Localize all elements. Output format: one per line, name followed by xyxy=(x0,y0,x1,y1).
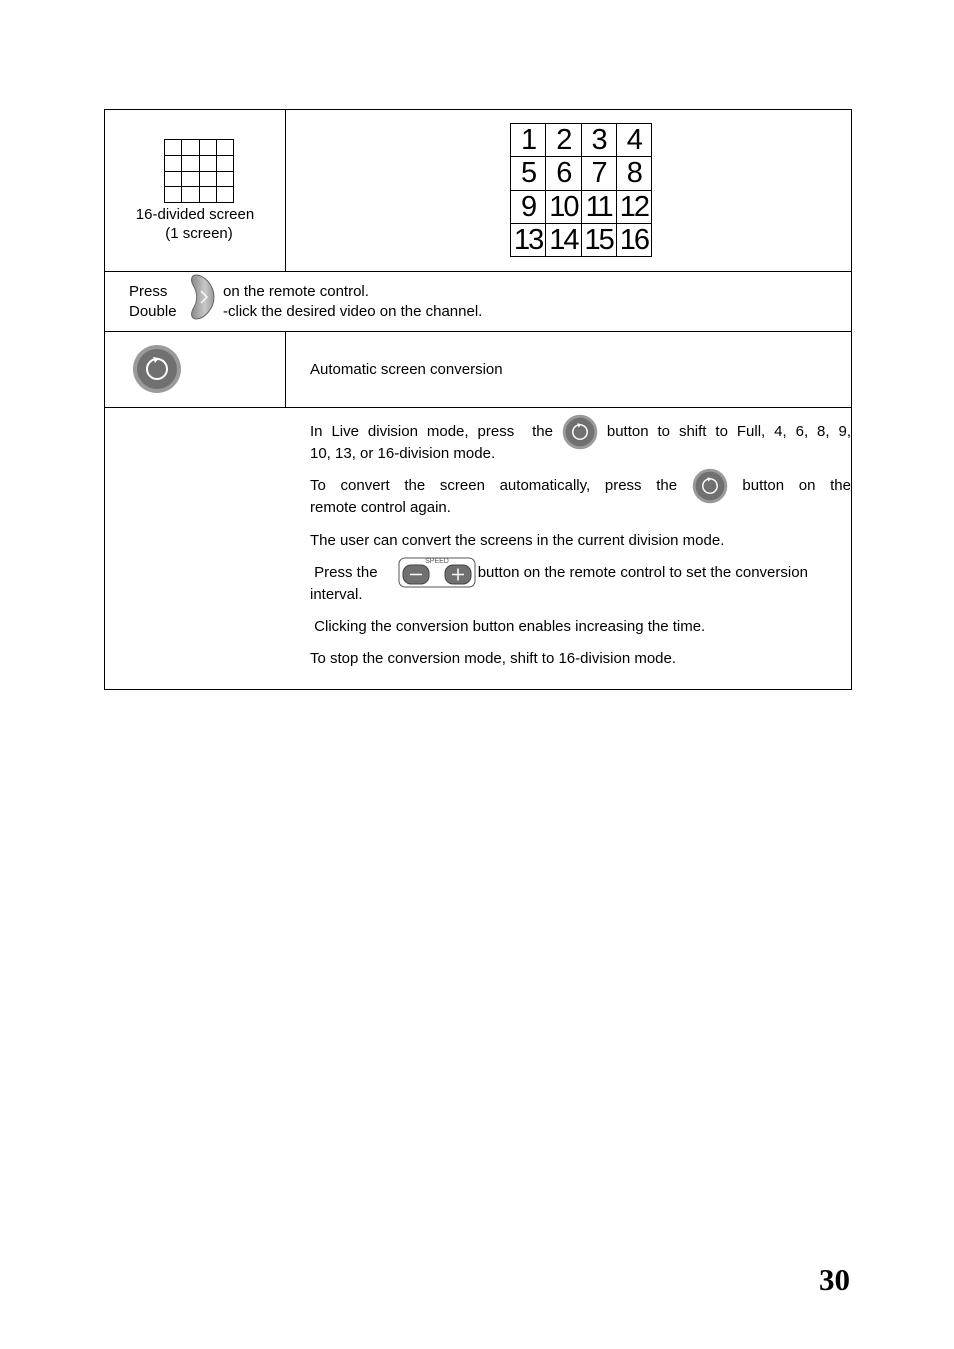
mini-grid-sublabel: (1 screen) xyxy=(165,225,233,242)
speed-plus-minus-icon xyxy=(398,554,476,588)
paragraph-1-line-1: In Live division mode, press the button to shift to Full, 4, 6, 8, 9, xyxy=(310,421,851,443)
grid-cell: 5 xyxy=(511,157,546,190)
grid-cell: 16 xyxy=(617,224,652,257)
row-divider xyxy=(105,407,851,408)
sequence-button-icon xyxy=(132,344,182,394)
row-divider xyxy=(105,331,851,332)
page-number: 30 xyxy=(819,1262,850,1297)
grid-cell: 8 xyxy=(617,157,652,190)
double-click-text: -click the desired video on the channel. xyxy=(223,303,483,320)
sixteen-grid-icon xyxy=(164,139,234,203)
grid-cell: 9 xyxy=(511,191,546,224)
press-label: Press xyxy=(129,283,168,300)
column-divider xyxy=(285,110,286,271)
paragraph-2-line-1: To convert the screen automatically, press the button on the xyxy=(310,475,851,497)
grid-cell: 6 xyxy=(546,157,581,190)
numbered-screen-grid xyxy=(510,123,652,257)
right-arrow-button-icon xyxy=(186,271,218,323)
paragraph-5: Clicking the conversion button enables increasing the time. xyxy=(314,618,706,635)
paragraph-4-line-1: Press the SPEED button on the remote control to set the conversion xyxy=(310,562,851,584)
grid-cell: 10 xyxy=(546,191,581,224)
grid-cell: 11 xyxy=(582,191,617,224)
section-title: Automatic screen conversion xyxy=(310,361,503,378)
grid-cell: 3 xyxy=(582,124,617,157)
paragraph-6: To stop the conversion mode, shift to 16-division mode. xyxy=(310,650,677,667)
grid-cell: 12 xyxy=(617,191,652,224)
paragraph-2-line-2: remote control again. xyxy=(310,499,451,516)
instruction-table xyxy=(104,109,852,690)
grid-cell: 2 xyxy=(546,124,581,157)
grid-cell: 4 xyxy=(617,124,652,157)
paragraph-3: The user can convert the screens in the current division mode. xyxy=(310,532,725,549)
grid-cell: 14 xyxy=(546,224,581,257)
grid-cell: 13 xyxy=(511,224,546,257)
double-label: Double xyxy=(129,303,177,320)
column-divider xyxy=(285,331,286,407)
remote-control-text: on the remote control. xyxy=(223,283,369,300)
mini-grid-label: 16-divided screen xyxy=(135,206,255,223)
grid-cell: 1 xyxy=(511,124,546,157)
grid-cell: 7 xyxy=(582,157,617,190)
paragraph-1-line-2: 10, 13, or 16-division mode. xyxy=(310,445,496,462)
paragraph-4-line-2: interval. xyxy=(310,586,363,603)
svg-text:SPEED: SPEED xyxy=(424,558,449,566)
grid-cell: 15 xyxy=(582,224,617,257)
